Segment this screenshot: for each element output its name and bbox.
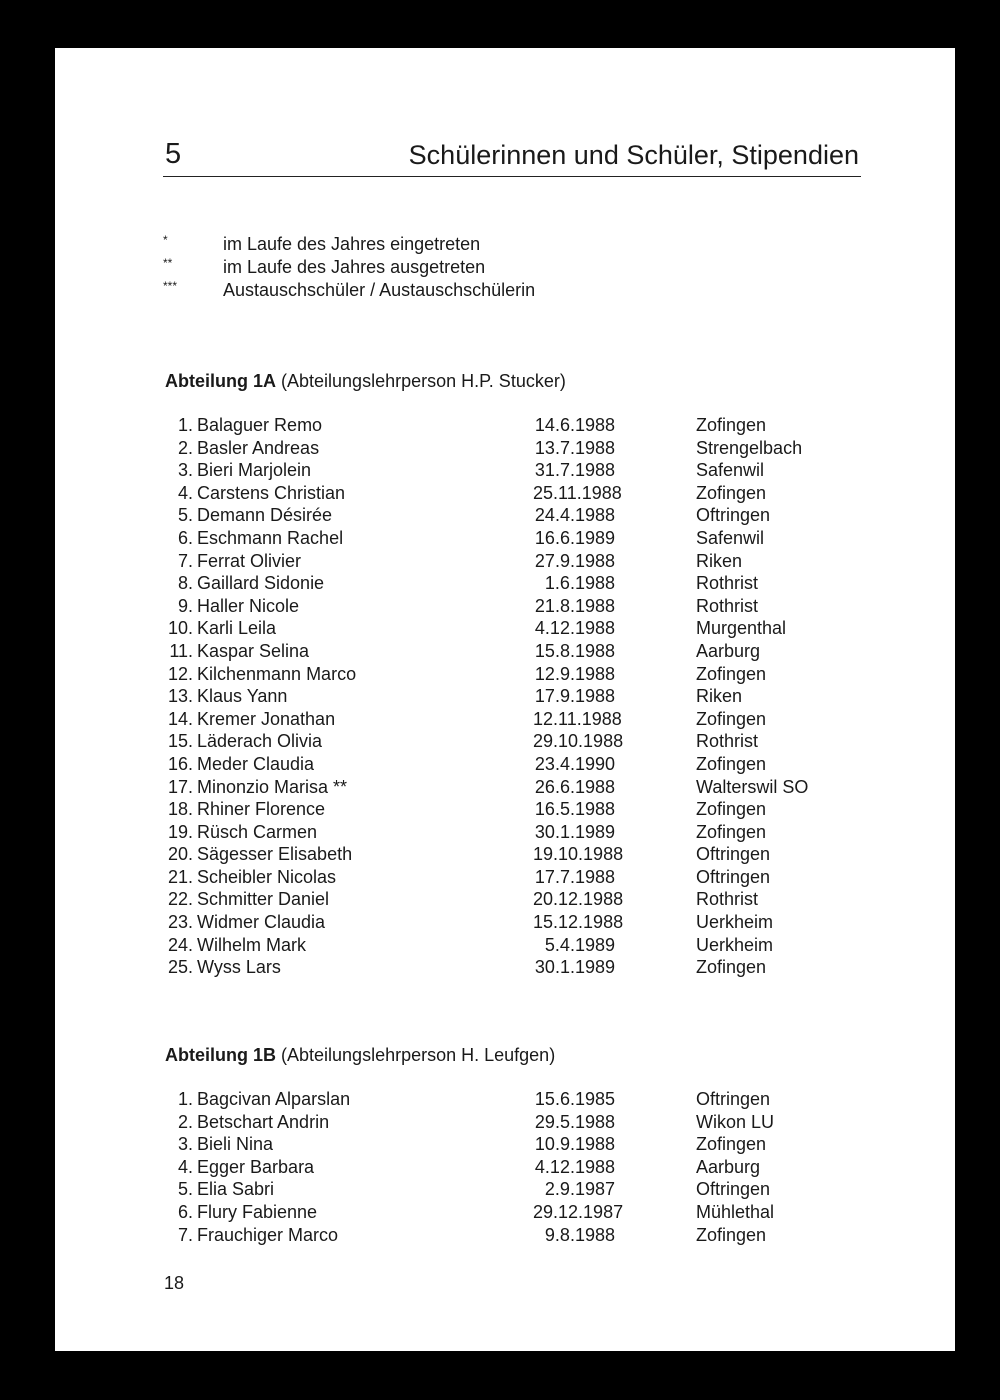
student-birthdate: 25.11.1988 xyxy=(533,482,622,503)
student-birthdate: 2.9.1987 xyxy=(544,1179,615,1200)
student-row xyxy=(163,414,833,437)
student-row xyxy=(163,459,833,482)
page-number: 18 xyxy=(164,1273,185,1293)
student-row xyxy=(163,527,833,550)
student-hometown: Aarburg xyxy=(696,1156,761,1177)
student-number: 11. xyxy=(169,640,193,661)
student-birthdate: 29.12.1987 xyxy=(533,1201,624,1222)
student-birthdate: 13.7.1988 xyxy=(534,437,615,458)
student-hometown: Rothrist xyxy=(696,595,759,616)
student-birthdate: 30.1.1989 xyxy=(534,821,615,842)
student-number: 3. xyxy=(177,1134,193,1155)
student-name: Betschart Andrin xyxy=(197,1111,330,1132)
student-hometown: Zofingen xyxy=(696,482,767,503)
student-row xyxy=(163,595,833,618)
student-hometown: Uerkheim xyxy=(696,912,774,933)
student-row xyxy=(163,1178,833,1201)
student-hometown: Zofingen xyxy=(696,663,767,684)
student-birthdate: 5.4.1989 xyxy=(544,934,615,955)
student-row xyxy=(163,753,833,776)
legend-symbol: *** xyxy=(163,279,178,293)
student-name: Demann Désirée xyxy=(197,505,333,526)
student-birthdate: 21.8.1988 xyxy=(534,595,615,616)
student-number: 4. xyxy=(177,482,193,503)
student-number: 23. xyxy=(167,912,193,933)
student-birthdate: 10.9.1988 xyxy=(534,1134,615,1155)
student-birthdate: 4.12.1988 xyxy=(534,618,615,639)
student-hometown: Strengelbach xyxy=(696,437,803,458)
student-name: Wyss Lars xyxy=(197,957,281,978)
student-list-1b xyxy=(163,1088,833,1246)
student-number: 7. xyxy=(177,550,193,571)
student-name: Egger Barbara xyxy=(197,1156,315,1177)
chapter-header xyxy=(163,136,861,177)
student-name: Karli Leila xyxy=(197,618,277,639)
student-hometown: Zofingen xyxy=(696,708,767,729)
student-name: Haller Nicole xyxy=(197,595,300,616)
section-subtitle: (Abteilungslehrperson H.P. Stucker) xyxy=(281,371,566,391)
student-hometown: Wikon LU xyxy=(696,1111,775,1132)
student-birthdate: 16.5.1988 xyxy=(534,799,615,820)
student-name: Widmer Claudia xyxy=(197,912,326,933)
student-birthdate: 15.12.1988 xyxy=(533,912,624,933)
student-row xyxy=(163,821,833,844)
student-row xyxy=(163,572,833,595)
student-list-1a xyxy=(163,414,833,979)
student-hometown: Safenwil xyxy=(696,460,765,481)
student-hometown: Rothrist xyxy=(696,889,759,910)
student-name: Flury Fabienne xyxy=(197,1201,318,1222)
student-number: 1. xyxy=(177,415,193,435)
student-birthdate: 29.5.1988 xyxy=(534,1111,615,1132)
student-number: 6. xyxy=(177,527,193,548)
student-birthdate: 31.7.1988 xyxy=(534,460,615,481)
student-hometown: Oftringen xyxy=(696,1089,771,1109)
legend-text: im Laufe des Jahres eingetreten xyxy=(223,234,481,254)
student-row xyxy=(163,934,833,957)
student-hometown: Mühlethal xyxy=(696,1201,775,1222)
student-name: Ferrat Olivier xyxy=(197,550,302,571)
student-hometown: Uerkheim xyxy=(696,934,774,955)
student-row xyxy=(163,730,833,753)
student-hometown: Oftringen xyxy=(696,844,771,865)
legend-symbol: ** xyxy=(163,256,173,270)
student-row xyxy=(163,1156,833,1179)
student-row xyxy=(163,482,833,505)
legend-text: im Laufe des Jahres ausgetreten xyxy=(223,257,486,277)
section-title: Abteilung 1A xyxy=(165,371,276,391)
student-number: 22. xyxy=(167,889,193,910)
section-heading-1b xyxy=(165,1045,555,1066)
student-name: Bagcivan Alparslan xyxy=(197,1089,351,1109)
student-birthdate: 16.6.1989 xyxy=(534,527,615,548)
student-number: 3. xyxy=(177,460,193,481)
student-number: 19. xyxy=(167,821,193,842)
student-birthdate: 19.10.1988 xyxy=(533,844,624,865)
student-row xyxy=(163,956,833,979)
student-name: Scheibler Nicolas xyxy=(197,866,337,887)
student-name: Elia Sabri xyxy=(197,1179,275,1200)
student-hometown: Aarburg xyxy=(696,640,761,661)
student-name: Bieri Marjolein xyxy=(197,460,312,481)
student-number: 14. xyxy=(167,708,193,729)
student-name: Rüsch Carmen xyxy=(197,821,318,842)
legend-text: Austauschschüler / Austauschschülerin xyxy=(223,280,536,300)
student-name: Meder Claudia xyxy=(197,753,315,774)
student-name: Sägesser Elisabeth xyxy=(197,844,353,865)
student-birthdate: 15.6.1985 xyxy=(534,1089,615,1109)
student-number: 9. xyxy=(177,595,193,616)
student-name: Schmitter Daniel xyxy=(197,889,330,910)
student-hometown: Zofingen xyxy=(696,957,767,978)
student-birthdate: 12.9.1988 xyxy=(534,663,615,684)
student-number: 21. xyxy=(167,866,193,887)
student-birthdate: 1.6.1988 xyxy=(544,573,615,594)
student-hometown: Rothrist xyxy=(696,731,759,752)
student-number: 17. xyxy=(167,776,193,797)
student-birthdate: 14.6.1988 xyxy=(534,415,615,435)
student-hometown: Zofingen xyxy=(696,799,767,820)
student-birthdate: 27.9.1988 xyxy=(534,550,615,571)
student-name: Kremer Jonathan xyxy=(197,708,336,729)
student-birthdate: 26.6.1988 xyxy=(534,776,615,797)
student-row xyxy=(163,640,833,663)
student-row xyxy=(163,1111,833,1134)
student-birthdate: 17.7.1988 xyxy=(534,866,615,887)
student-row xyxy=(163,1088,833,1111)
section-heading-1a xyxy=(165,371,566,392)
student-name: Läderach Olivia xyxy=(197,731,323,752)
student-number: 5. xyxy=(177,505,193,526)
student-hometown: Safenwil xyxy=(696,527,765,548)
student-number: 2. xyxy=(177,1111,193,1132)
chapter-number: 5 xyxy=(165,138,182,170)
student-number: 6. xyxy=(177,1201,193,1222)
student-name: Frauchiger Marco xyxy=(197,1224,339,1245)
student-row xyxy=(163,776,833,799)
student-name: Kaspar Selina xyxy=(197,640,310,661)
student-hometown: Rothrist xyxy=(696,573,759,594)
student-row xyxy=(163,437,833,460)
student-hometown: Zofingen xyxy=(696,1134,767,1155)
student-row xyxy=(163,708,833,731)
student-birthdate: 15.8.1988 xyxy=(534,640,615,661)
student-birthdate: 12.11.1988 xyxy=(533,708,622,729)
student-name: Klaus Yann xyxy=(197,686,288,707)
student-birthdate: 30.1.1989 xyxy=(534,957,615,978)
student-row xyxy=(163,617,833,640)
student-name: Bieli Nina xyxy=(197,1134,274,1155)
student-hometown: Riken xyxy=(696,550,743,571)
student-hometown: Zofingen xyxy=(696,1224,767,1245)
student-name: Rhiner Florence xyxy=(197,799,326,820)
student-hometown: Zofingen xyxy=(696,753,767,774)
student-birthdate: 17.9.1988 xyxy=(534,686,615,707)
student-hometown: Oftringen xyxy=(696,1179,771,1200)
student-number: 13. xyxy=(167,686,193,707)
student-number: 18. xyxy=(167,799,193,820)
document-page xyxy=(55,48,955,1351)
student-hometown: Walterswil SO xyxy=(696,776,809,797)
student-name: Kilchenmann Marco xyxy=(197,663,357,684)
student-name: Minonzio Marisa ** xyxy=(197,776,348,797)
student-row xyxy=(163,1224,833,1247)
student-name: Wilhelm Mark xyxy=(197,934,307,955)
student-birthdate: 9.8.1988 xyxy=(544,1224,615,1245)
student-row xyxy=(163,843,833,866)
student-row xyxy=(163,1201,833,1224)
student-row xyxy=(163,911,833,934)
section-title: Abteilung 1B xyxy=(165,1045,276,1065)
student-number: 4. xyxy=(177,1156,193,1177)
student-hometown: Zofingen xyxy=(696,415,767,435)
student-name: Balaguer Remo xyxy=(197,415,323,435)
student-number: 16. xyxy=(167,753,193,774)
student-name: Carstens Christian xyxy=(197,482,346,503)
student-number: 2. xyxy=(177,437,193,458)
student-hometown: Riken xyxy=(696,686,743,707)
student-row xyxy=(163,1133,833,1156)
student-hometown: Zofingen xyxy=(696,821,767,842)
student-birthdate: 20.12.1988 xyxy=(533,889,624,910)
student-birthdate: 24.4.1988 xyxy=(534,505,615,526)
student-number: 7. xyxy=(177,1224,193,1245)
student-row xyxy=(163,888,833,911)
student-number: 25. xyxy=(167,957,193,978)
student-number: 10. xyxy=(167,618,193,639)
student-row xyxy=(163,504,833,527)
section-subtitle: (Abteilungslehrperson H. Leufgen) xyxy=(281,1045,556,1065)
student-number: 24. xyxy=(167,934,193,955)
student-row xyxy=(163,798,833,821)
student-number: 1. xyxy=(177,1089,193,1109)
student-number: 15. xyxy=(167,731,193,752)
student-row xyxy=(163,550,833,573)
student-hometown: Oftringen xyxy=(696,505,771,526)
student-birthdate: 4.12.1988 xyxy=(534,1156,615,1177)
student-name: Gaillard Sidonie xyxy=(197,573,325,594)
student-row xyxy=(163,866,833,889)
student-number: 20. xyxy=(167,844,193,865)
student-birthdate: 23.4.1990 xyxy=(534,753,615,774)
legend-symbol: * xyxy=(163,233,168,247)
student-hometown: Oftringen xyxy=(696,866,771,887)
student-row xyxy=(163,685,833,708)
student-hometown: Murgenthal xyxy=(696,618,787,639)
chapter-title: Schülerinnen und Schüler, Stipendien xyxy=(408,140,859,170)
student-number: 12. xyxy=(167,663,193,684)
student-number: 5. xyxy=(177,1179,193,1200)
student-name: Basler Andreas xyxy=(197,437,320,458)
student-name: Eschmann Rachel xyxy=(197,527,344,548)
student-number: 8. xyxy=(177,573,193,594)
student-row xyxy=(163,663,833,686)
student-birthdate: 29.10.1988 xyxy=(533,731,624,752)
